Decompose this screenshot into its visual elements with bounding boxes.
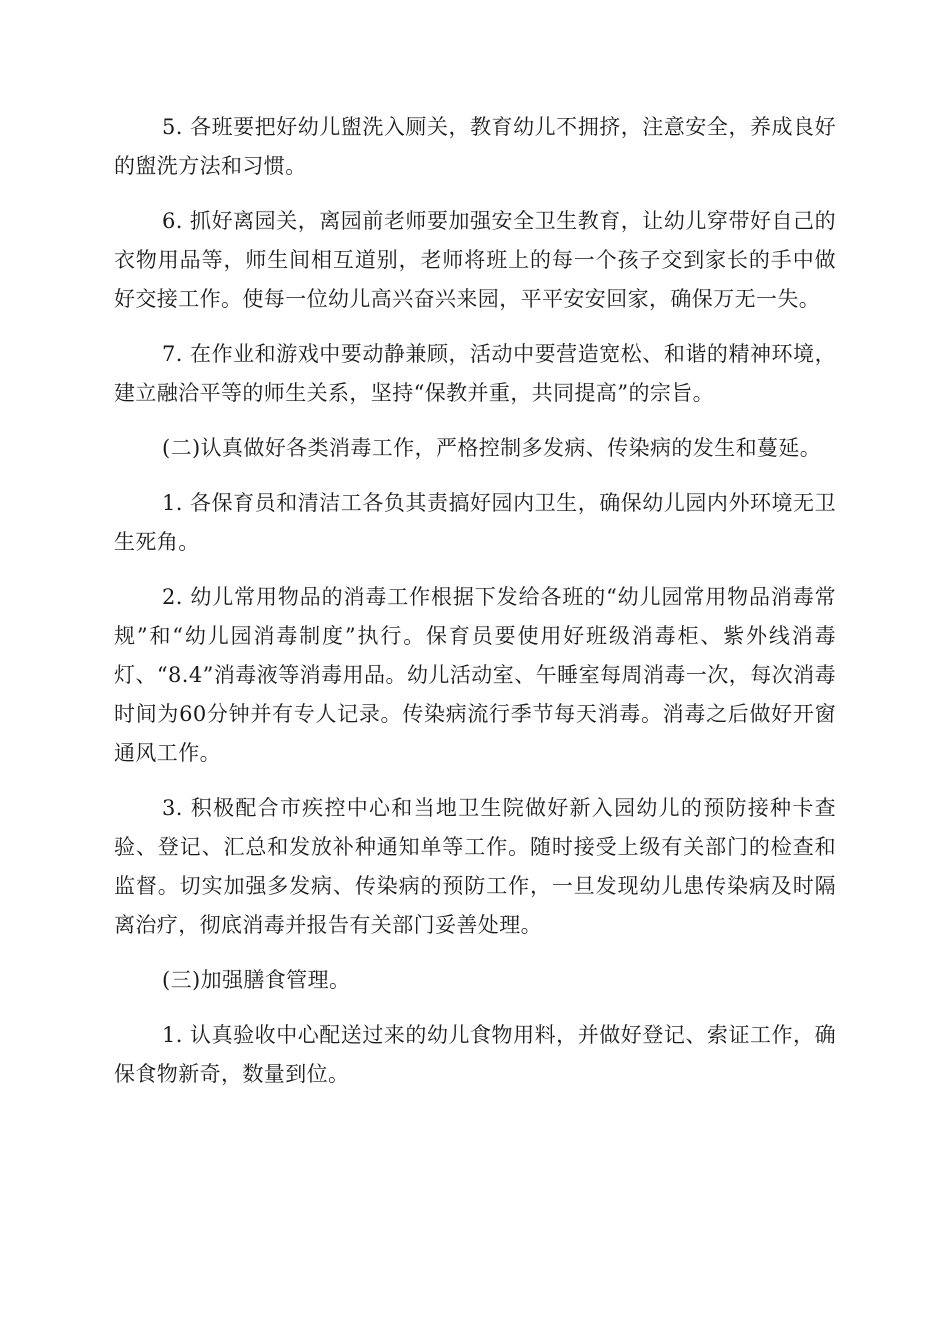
section-heading-3: (三)加强膳食管理。 xyxy=(162,968,351,992)
paragraph-item-6: 6. 抓好离园关，离园前老师要加强安全卫生教育，让幼儿穿带好自己的衣物用品等，师生间相互道别，老师将班上的每一个孩子交到家长的手中做好交接工作。使每一位幼儿高兴奋兴来园，平平安安回家，确保万无一失。 xyxy=(114,209,836,311)
section-heading-2: (二)认真做好各类消毒工作，严格控制多发病、传染病的发生和蔓延。 xyxy=(162,436,822,460)
paragraph-disinfect-1: 1. 各保育员和清洁工各负其责搞好园内卫生，确保幼儿园内外环境无卫生死角。 xyxy=(114,491,836,554)
paragraph-disinfect-3: 3. 积极配合市疾控中心和当地卫生院做好新入园幼儿的预防接种卡查验、登记、汇总和发放补种通知单等工作。随时接受上级有关部门的检查和监督。切实加强多发病、传染病的预防工作，一旦发现幼儿患传染病及时隔离治疗，彻底消毒并报告有关部门妥善处理。 xyxy=(114,796,836,937)
paragraph-item-5: 5. 各班要把好幼儿盥洗入厕关，教育幼儿不拥挤，注意安全，养成良好的盥洗方法和习惯。 xyxy=(114,115,836,178)
document-page xyxy=(114,108,836,1094)
paragraph-item-7: 7. 在作业和游戏中要动静兼顾，活动中要营造宽松、和谐的精神环境，建立融洽平等的师生关系，坚持“保教并重，共同提高”的宗旨。 xyxy=(114,342,836,405)
paragraph-diet-1: 1. 认真验收中心配送过来的幼儿食物用料，并做好登记、索证工作，确保食物新奇，数量到位。 xyxy=(114,1023,836,1086)
paragraph-disinfect-2: 2. 幼儿常用物品的消毒工作根据下发给各班的“幼儿园常用物品消毒常规”和“幼儿园消毒制度”执行。保育员要使用好班级消毒柜、紫外线消毒灯、“8.4”消毒液等消毒用品。幼儿活动室、午睡室每周消毒一次，每次消毒时间为60分钟并有专人记录。传染病流行季节每天消毒。消毒之后做好开窗通风工作。 xyxy=(114,585,836,765)
